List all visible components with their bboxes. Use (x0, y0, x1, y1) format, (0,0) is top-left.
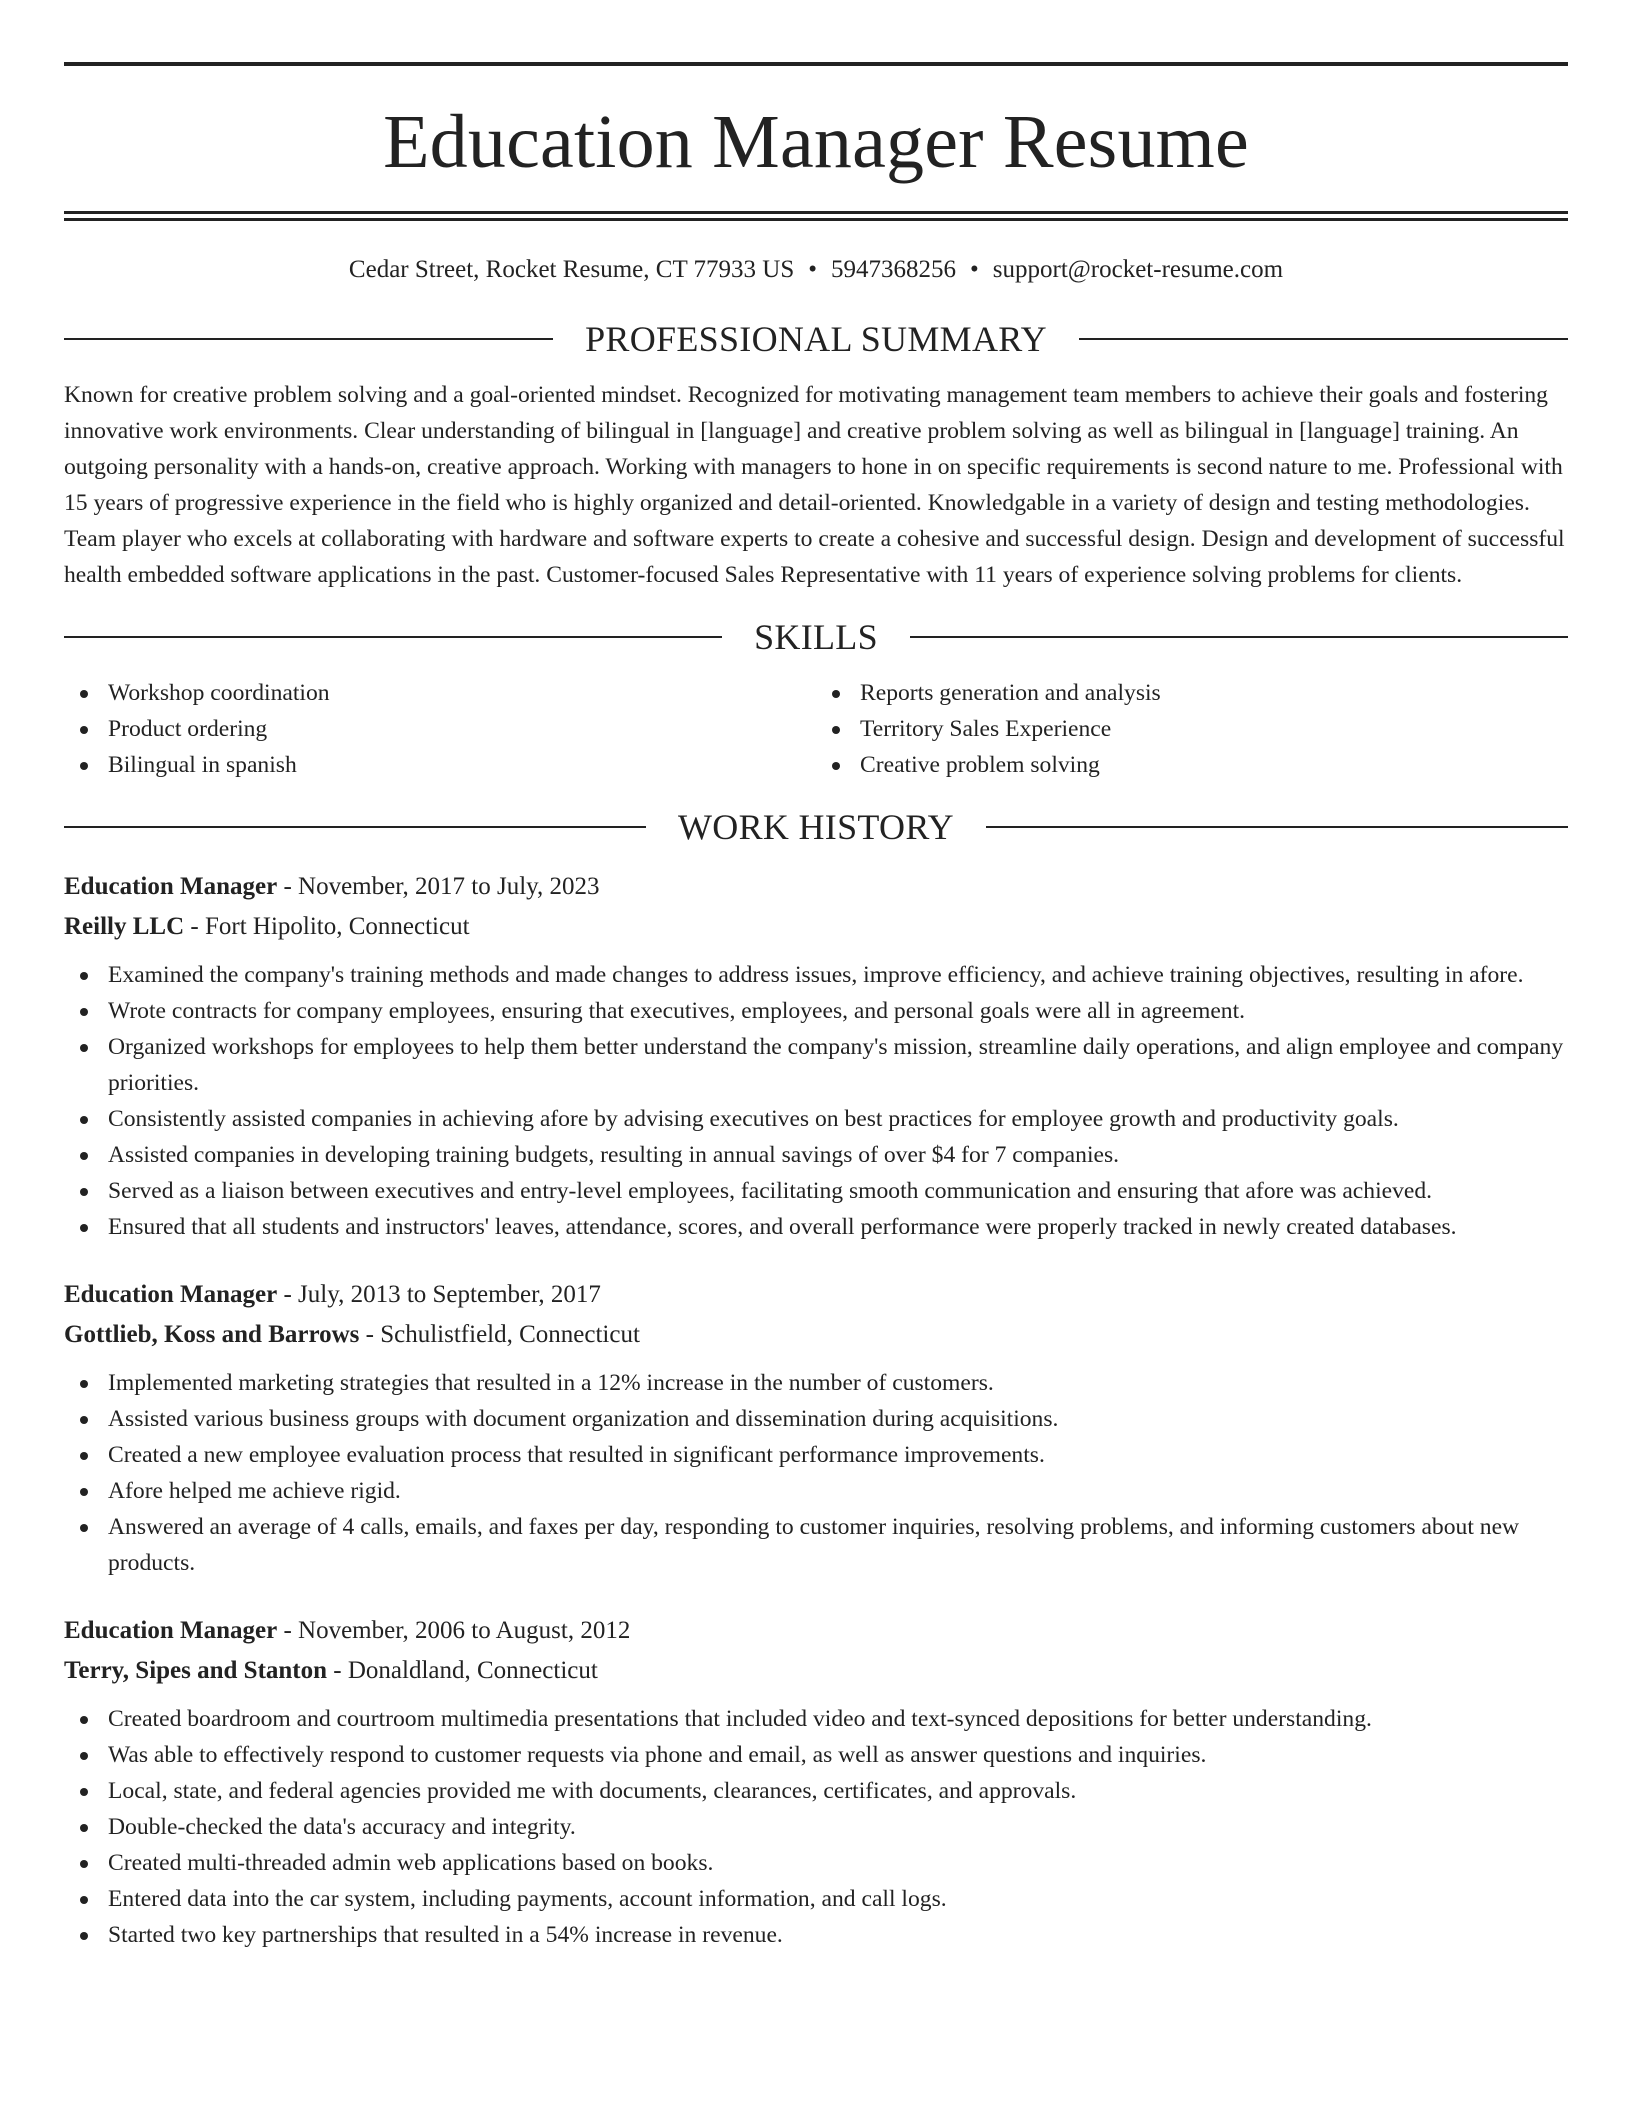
job-bullet: Implemented marketing strategies that resulted in a 12% increase in the number of customers. (64, 1365, 1568, 1401)
job-bullet: Assisted various business groups with document organization and dissemination during acquisitions. (64, 1401, 1568, 1437)
contact-email: support@rocket-resume.com (992, 256, 1284, 283)
heading-rule (986, 826, 1568, 828)
heading-rule (1079, 338, 1568, 340)
job-title: Education Manager (64, 1281, 278, 1308)
section-heading-work-history (64, 809, 1568, 845)
heading-rule (910, 636, 1568, 638)
job-bullet: Started two key partnerships that resulted in a 54% increase in revenue. (64, 1917, 1568, 1953)
title-double-rule (64, 211, 1568, 221)
skills-columns (64, 675, 1568, 783)
job-company: Gottlieb, Koss and Barrows (64, 1321, 360, 1348)
skill-item: Bilingual in spanish (64, 747, 816, 783)
heading-rule (64, 338, 553, 340)
job-title-line (64, 1611, 1568, 1651)
heading-rule (64, 826, 646, 828)
job-title: Education Manager (64, 1617, 278, 1644)
job-title: Education Manager (64, 873, 278, 900)
job-dates: - November, 2017 to July, 2023 (277, 873, 600, 900)
contact-line (64, 255, 1568, 285)
job-bullet: Served as a liaison between executives and entry-level employees, facilitating smooth communication and ensuring that afore was achieved. (64, 1173, 1568, 1209)
job-bullet: Assisted companies in developing training budgets, resulting in annual savings of over $4 for 7 companies. (64, 1137, 1568, 1173)
job-title-line (64, 867, 1568, 907)
job-bullet: Created boardroom and courtroom multimedia presentations that included video and text-synced depositions for better understanding. (64, 1701, 1568, 1737)
skill-item: Product ordering (64, 711, 816, 747)
job-location: - Donaldland, Connecticut (327, 1657, 598, 1684)
job-location: - Schulistfield, Connecticut (359, 1321, 640, 1348)
job-entry (64, 1275, 1568, 1581)
job-company: Reilly LLC (64, 913, 185, 940)
top-rule (64, 62, 1568, 66)
section-heading-label: PROFESSIONAL SUMMARY (585, 319, 1047, 359)
job-bullet: Double-checked the data's accuracy and integrity. (64, 1809, 1568, 1845)
resume-title: Education Manager Resume (383, 100, 1249, 184)
job-company-line (64, 1651, 1568, 1691)
job-bullets (64, 957, 1568, 1245)
job-entry (64, 867, 1568, 1245)
job-bullet: Created multi-threaded admin web applications based on books. (64, 1845, 1568, 1881)
job-company-line (64, 907, 1568, 947)
skill-item: Territory Sales Experience (816, 711, 1568, 747)
job-bullet: Consistently assisted companies in achieving afore by advising executives on best practices for employee growth and productivity goals. (64, 1101, 1568, 1137)
skill-item: Reports generation and analysis (816, 675, 1568, 711)
section-heading-summary (64, 321, 1568, 357)
contact-address: Cedar Street, Rocket Resume, CT 77933 US (348, 256, 795, 283)
contact-separator: • (808, 256, 817, 283)
job-bullet: Local, state, and federal agencies provided me with documents, clearances, certificates, and approvals. (64, 1773, 1568, 1809)
skill-item: Creative problem solving (816, 747, 1568, 783)
job-dates: - July, 2013 to September, 2017 (277, 1281, 601, 1308)
skill-item: Workshop coordination (64, 675, 816, 711)
heading-rule (64, 636, 722, 638)
section-heading-label: SKILLS (754, 617, 878, 657)
contact-phone: 5947368256 (831, 256, 956, 283)
job-bullet: Ensured that all students and instructors' leaves, attendance, scores, and overall performance were properly tracked in newly created databases. (64, 1209, 1568, 1245)
job-location: - Fort Hipolito, Connecticut (184, 913, 470, 940)
job-bullet: Entered data into the car system, including payments, account information, and call logs. (64, 1881, 1568, 1917)
job-bullet: Wrote contracts for company employees, ensuring that executives, employees, and personal goals were all in agreement. (64, 993, 1568, 1029)
job-bullet: Afore helped me achieve rigid. (64, 1473, 1568, 1509)
job-bullet: Was able to effectively respond to customer requests via phone and email, as well as answer questions and inquiries. (64, 1737, 1568, 1773)
skills-list-left (64, 675, 816, 783)
job-bullets (64, 1701, 1568, 1953)
job-dates: - November, 2006 to August, 2012 (277, 1617, 631, 1644)
job-title-line (64, 1275, 1568, 1315)
job-bullet: Organized workshops for employees to help them better understand the company's mission, streamline daily operations, and align employee and company priorities. (64, 1029, 1568, 1101)
skills-list-right (816, 675, 1568, 783)
job-bullet: Answered an average of 4 calls, emails, and faxes per day, responding to customer inquiries, resolving problems, and informing customers about new products. (64, 1509, 1568, 1581)
professional-summary-text: Known for creative problem solving and a goal-oriented mindset. Recognized for motivating management team members to achieve their goals and fostering innovative work environments. Clear understanding of bilingual in [language] and creative problem solving as well as bilingual in [language] training. An outgoing personality with a hands-on, creative approach. Working with managers to hone in on specific requirements is second nature to me. Professional with 15 years of progressive experience in the field who is highly organized and detail-oriented. Knowledgable in a variety of design and testing methodologies. Team player who excels at collaborating with hardware and software experts to create a cohesive and successful design. Design and development of successful health embedded software applications in the past. Customer-focused Sales Representative with 11 years of experience solving problems for clients. (64, 382, 1565, 588)
job-bullet: Examined the company's training methods and made changes to address issues, improve efficiency, and achieve training objectives, resulting in afore. (64, 957, 1568, 993)
job-bullets (64, 1365, 1568, 1581)
job-entry (64, 1611, 1568, 1953)
job-company-line (64, 1315, 1568, 1355)
contact-separator: • (970, 256, 979, 283)
job-bullet: Created a new employee evaluation process that resulted in significant performance improvements. (64, 1437, 1568, 1473)
section-heading-skills (64, 619, 1568, 655)
section-heading-label: WORK HISTORY (678, 807, 954, 847)
job-company: Terry, Sipes and Stanton (64, 1657, 328, 1684)
